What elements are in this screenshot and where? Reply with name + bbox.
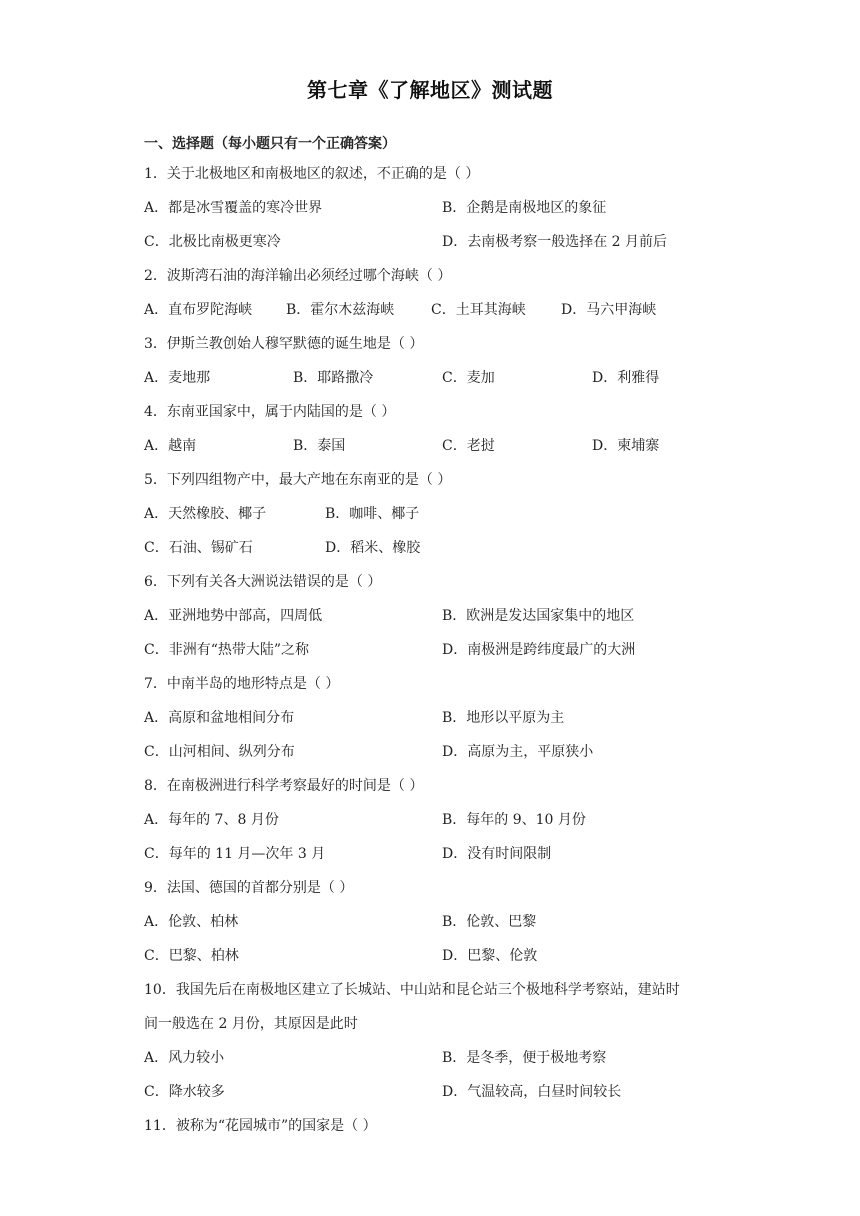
option-row [144,837,734,871]
option-d[interactable]: D．没有时间限制 [442,846,552,862]
option-d[interactable]: D．利雅得 [592,370,660,386]
question-stem-line-1: 10．我国先后在南极地区建立了长城站、中山站和昆仑站三个极地科学考察站，建站时 [144,982,680,998]
option-a[interactable]: A．越南 [144,438,197,454]
option-d[interactable]: D．马六甲海峡 [561,302,657,318]
question-stem: 11．被称为“花园城市”的国家是（ ） [144,1118,377,1134]
option-b[interactable]: B．是冬季，便于极地考察 [442,1050,607,1066]
option-row [144,293,734,327]
option-d[interactable]: D．稻米、橡胶 [325,540,421,556]
option-row [144,1075,734,1109]
question-9 [144,871,734,973]
option-a[interactable]: A．都是冰雪覆盖的寒冷世界 [144,200,323,216]
option-row [144,429,734,463]
option-b[interactable]: B．耶路撒冷 [293,370,374,386]
option-row [144,735,734,769]
option-b[interactable]: B．泰国 [293,438,346,454]
option-row [144,803,734,837]
option-row [144,905,734,939]
option-d[interactable]: D．去南极考察一般选择在 2 月前后 [442,234,668,250]
question-stem: 7．中南半岛的地形特点是（ ） [144,676,340,692]
question-1 [144,157,734,259]
option-c[interactable]: C．非洲有“热带大陆”之称 [144,642,310,658]
question-3 [144,327,734,395]
option-row [144,361,734,395]
option-b[interactable]: B．伦敦、巴黎 [442,914,537,930]
question-stem: 1．关于北极地区和南极地区的叙述，不正确的是（ ） [144,166,480,182]
question-11 [144,1109,734,1143]
question-stem-line-2: 间一般选在 2 月份，其原因是此时 [144,1016,358,1032]
question-stem: 4．东南亚国家中，属于内陆国的是（ ） [144,404,396,420]
option-a[interactable]: A．风力较小 [144,1050,225,1066]
question-6 [144,565,734,667]
option-d[interactable]: D．高原为主，平原狭小 [442,744,594,760]
option-a[interactable]: A．亚洲地势中部高，四周低 [144,608,323,624]
option-a[interactable]: A．直布罗陀海峡 [144,302,253,318]
option-c[interactable]: C．麦加 [442,370,495,386]
question-10 [144,973,734,1109]
question-2 [144,259,734,327]
option-d[interactable]: D．柬埔寨 [592,438,660,454]
option-a[interactable]: A．高原和盆地相间分布 [144,710,295,726]
option-a[interactable]: A．麦地那 [144,370,211,386]
question-stem: 6．下列有关各大洲说法错误的是（ ） [144,574,382,590]
option-c[interactable]: C．降水较多 [144,1084,225,1100]
question-stem: 3．伊斯兰教创始人穆罕默德的诞生地是（ ） [144,336,424,352]
option-c[interactable]: C．每年的 11 月—次年 3 月 [144,846,326,862]
option-d[interactable]: D．巴黎、伦敦 [442,948,538,964]
option-row [144,497,734,531]
option-row [144,1041,734,1075]
section-heading: 一、选择题（每小题只有一个正确答案） [144,136,396,152]
question-8 [144,769,734,871]
option-c[interactable]: C．老挝 [442,438,495,454]
option-c[interactable]: C．石油、锡矿石 [144,540,253,556]
option-c[interactable]: C．山河相间、纵列分布 [144,744,295,760]
page-title: 第七章《了解地区》测试题 [307,78,553,102]
option-d[interactable]: D．南极洲是跨纬度最广的大洲 [442,642,636,658]
option-b[interactable]: B．地形以平原为主 [442,710,565,726]
option-b[interactable]: B．咖啡、椰子 [325,506,420,522]
option-row [144,599,734,633]
option-row [144,225,734,259]
option-b[interactable]: B．企鹅是南极地区的象征 [442,200,607,216]
option-c[interactable]: C．巴黎、柏林 [144,948,239,964]
option-c[interactable]: C．土耳其海峡 [431,302,526,318]
option-b[interactable]: B．欧洲是发达国家集中的地区 [442,608,635,624]
question-5 [144,463,734,565]
question-stem: 5．下列四组物产中，最大产地在东南亚的是（ ） [144,472,452,488]
option-d[interactable]: D．气温较高，白昼时间较长 [442,1084,622,1100]
option-a[interactable]: A．天然橡胶、椰子 [144,506,267,522]
option-b[interactable]: B．霍尔木兹海峡 [286,302,395,318]
option-row [144,701,734,735]
option-row [144,939,734,973]
question-stem: 8．在南极洲进行科学考察最好的时间是（ ） [144,778,424,794]
question-list [144,133,734,1143]
question-stem: 2．波斯湾石油的海洋输出必须经过哪个海峡（ ） [144,268,452,284]
option-a[interactable]: A．伦敦、柏林 [144,914,239,930]
question-7 [144,667,734,769]
option-c[interactable]: C．北极比南极更寒冷 [144,234,281,250]
option-row [144,633,734,667]
option-row [144,531,734,565]
question-stem: 9．法国、德国的首都分别是（ ） [144,880,354,896]
option-b[interactable]: B．每年的 9、10 月份 [442,812,586,828]
option-a[interactable]: A．每年的 7、8 月份 [144,812,279,828]
option-row [144,191,734,225]
question-4 [144,395,734,463]
